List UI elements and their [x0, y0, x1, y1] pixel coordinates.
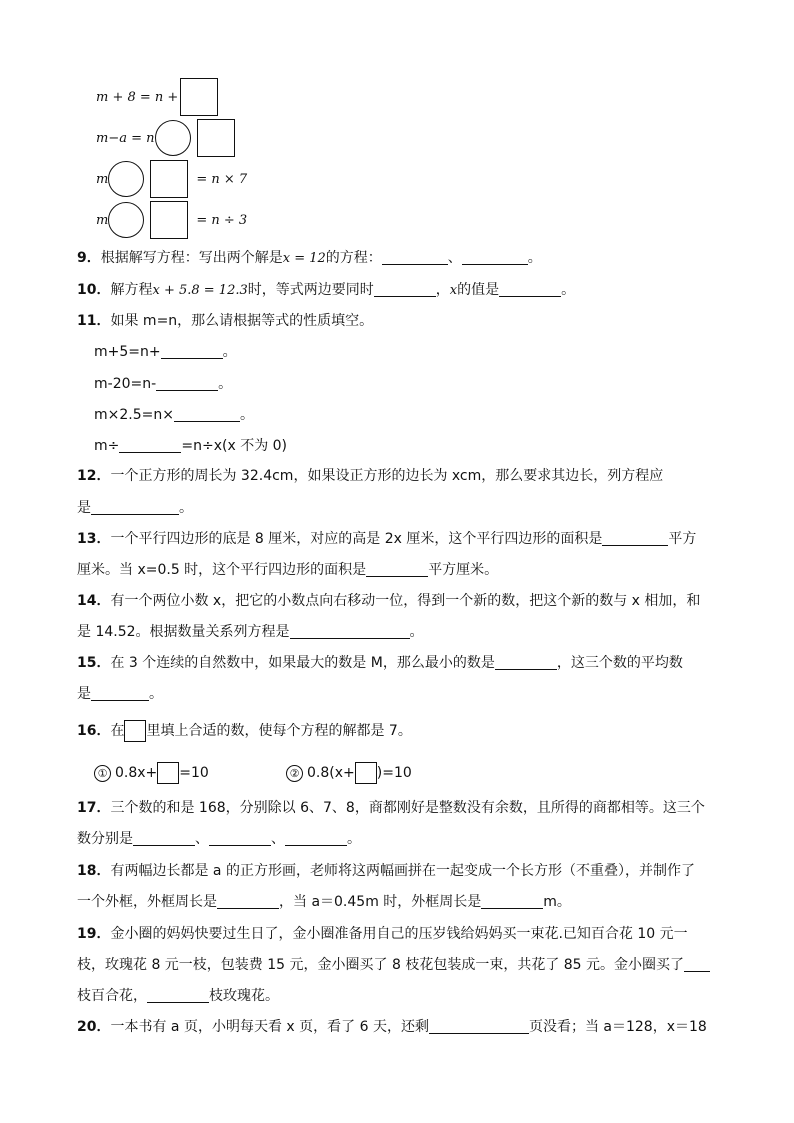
- question-15: [77, 653, 683, 673]
- answer-blank[interactable]: [499, 281, 561, 297]
- question-text: 一本书有 a 页，小明每天看 x 页，看了 6 天，还剩: [110, 1019, 429, 1035]
- answer-box[interactable]: [197, 119, 235, 157]
- question-19-line-3: [77, 986, 279, 1006]
- equation-text: =10: [179, 765, 209, 781]
- question-number: 14．: [77, 593, 111, 609]
- question-16: [77, 720, 412, 742]
- question-number: 11．: [77, 313, 111, 329]
- question-number: 12．: [77, 468, 111, 484]
- question-text: 一个平行四边形的底是 8 厘米，对应的高是 2x 厘米，这个平行四边形的面积是: [110, 531, 603, 547]
- question-17: [77, 798, 705, 818]
- question-text: 是: [77, 686, 91, 702]
- answer-box[interactable]: [150, 160, 188, 198]
- equation-text: m: [96, 171, 109, 187]
- q11-item-3: [94, 405, 254, 425]
- question-text: 一个外框，外框周长是: [77, 894, 217, 910]
- separator: ，: [435, 282, 450, 298]
- question-text: 的值是: [457, 282, 500, 298]
- circled-number: ①: [94, 765, 111, 782]
- q8-row-3: [94, 160, 249, 198]
- period: 。: [561, 282, 576, 298]
- question-text: 一个正方形的周长为 32.4cm，如果设正方形的边长为 xcm，那么要求其边长，列方程应: [110, 468, 664, 484]
- answer-blank[interactable]: [366, 561, 428, 577]
- answer-blank[interactable]: [209, 830, 271, 846]
- q16-equation-2: [286, 762, 412, 784]
- question-10: [77, 280, 575, 301]
- answer-blank[interactable]: [91, 685, 149, 701]
- question-text: 三个数的和是 168，分别除以 6、7、8，商都刚好是整数没有余数，且所得的商都相等。这三个: [110, 800, 705, 816]
- period: 。: [149, 686, 163, 702]
- answer-blank[interactable]: [481, 893, 543, 909]
- answer-blank[interactable]: [462, 249, 528, 265]
- answer-blank[interactable]: [147, 987, 209, 1003]
- question-text: ，这三个数的平均数: [556, 655, 683, 671]
- period: 。: [222, 344, 237, 360]
- question-text: 数分别是: [77, 831, 133, 847]
- answer-blank[interactable]: [684, 956, 710, 972]
- math-expression: x: [449, 283, 458, 298]
- question-text: 枝百合花，: [77, 988, 147, 1004]
- q11-item-1: [94, 342, 237, 362]
- question-text: 的方程：: [325, 250, 382, 266]
- answer-blank[interactable]: [382, 249, 448, 265]
- answer-blank[interactable]: [429, 1018, 529, 1034]
- question-text: 如果 m=n，那么请根据等式的性质填空。: [110, 313, 374, 329]
- answer-blank[interactable]: [133, 830, 195, 846]
- question-13-line-2: [77, 560, 498, 580]
- question-text: m。: [543, 894, 571, 910]
- question-text: ，当 a＝0.45m 时，外框周长是: [279, 894, 482, 910]
- answer-box[interactable]: [150, 201, 188, 239]
- q11-item-2: [94, 374, 232, 394]
- answer-box[interactable]: [355, 762, 377, 784]
- question-14-line-2: [77, 622, 424, 642]
- separator: 、: [195, 831, 209, 847]
- question-number: 19．: [77, 926, 111, 942]
- operator-circle[interactable]: [108, 202, 144, 238]
- question-text: 时，等式两边要同时: [247, 282, 374, 298]
- question-number: 10．: [77, 282, 111, 298]
- period: 。: [218, 376, 233, 392]
- separator: 、: [447, 250, 462, 266]
- operator-circle[interactable]: [108, 161, 144, 197]
- item-text: =n÷x(x 不为 0): [181, 438, 288, 454]
- answer-blank[interactable]: [156, 375, 218, 391]
- question-number: 17．: [77, 800, 111, 816]
- math-expression: x = 12: [282, 251, 326, 266]
- equation-text: = n ÷ 3: [196, 212, 248, 228]
- question-text: 是: [77, 500, 91, 516]
- question-number: 15．: [77, 655, 111, 671]
- answer-box: [124, 720, 146, 742]
- answer-blank[interactable]: [285, 830, 347, 846]
- period: 。: [239, 407, 254, 423]
- item-text: m-20=n-: [94, 376, 157, 392]
- equation-text: )=10: [376, 765, 412, 781]
- question-text: 在 3 个连续的自然数中，如果最大的数是 M，那么最小的数是: [110, 655, 495, 671]
- question-text: 有两幅边长都是 a 的正方形画，老师将这两幅画拼在一起变成一个长方形（不重叠），并制作了: [110, 863, 695, 879]
- question-9: [77, 248, 542, 269]
- question-text: 在: [110, 723, 125, 739]
- question-text: 有一个两位小数 x，把它的小数点向右移动一位，得到一个新的数，把这个新的数与 x 相加，和: [110, 593, 701, 609]
- question-13: [77, 529, 696, 549]
- answer-box[interactable]: [180, 78, 218, 116]
- question-14: [77, 591, 700, 611]
- question-text: 里填上合适的数，使每个方程的解都是 7。: [146, 723, 412, 739]
- q8-row-2: [94, 119, 235, 157]
- answer-blank[interactable]: [119, 437, 181, 453]
- equation-text: m: [96, 212, 109, 228]
- answer-blank[interactable]: [290, 623, 410, 639]
- question-12-line-2: [77, 498, 193, 518]
- question-text: 金小圈的妈妈快要过生日了，金小圈准备用自己的压岁钱给妈妈买一束花.已知百合花 10 元一: [110, 926, 688, 942]
- answer-blank[interactable]: [174, 406, 240, 422]
- answer-blank[interactable]: [374, 281, 436, 297]
- separator: 、: [271, 831, 285, 847]
- question-number: 20．: [77, 1019, 111, 1035]
- question-text: 枝玫瑰花。: [209, 988, 279, 1004]
- item-text: m÷: [94, 438, 120, 454]
- operator-circle[interactable]: [155, 120, 191, 156]
- question-19-line-2: [77, 955, 710, 975]
- question-text: 平方: [668, 531, 697, 547]
- question-15-line-2: [77, 684, 163, 704]
- item-text: m+5=n+: [94, 344, 161, 360]
- q8-row-1: [94, 78, 218, 116]
- question-text: 解方程: [110, 282, 153, 298]
- question-number: 18．: [77, 863, 111, 879]
- question-17-line-2: [77, 829, 361, 849]
- question-number: 9．: [77, 250, 101, 266]
- question-20: [77, 1017, 707, 1037]
- question-19: [77, 924, 688, 944]
- q11-item-4: [94, 436, 287, 456]
- period: 。: [179, 500, 193, 516]
- question-text: 枝，玫瑰花 8 元一枝，包装费 15 元，金小圈买了 8 枝花包装成一束，共花了 85 元。金小圈买了: [77, 957, 685, 973]
- equation-text: m + 8 = n +: [96, 89, 179, 105]
- equation-text: m−a = n: [96, 130, 155, 146]
- answer-blank[interactable]: [495, 654, 557, 670]
- question-11: [77, 311, 373, 331]
- q8-row-4: [94, 201, 249, 239]
- answer-blank[interactable]: [217, 893, 279, 909]
- equation-text: 0.8x+: [115, 765, 158, 781]
- question-number: 13．: [77, 531, 111, 547]
- circled-number: ②: [286, 765, 303, 782]
- question-text: 根据解写方程：写出两个解是: [100, 250, 283, 266]
- answer-box[interactable]: [157, 762, 179, 784]
- math-expression: x + 5.8 = 12.3: [152, 283, 248, 298]
- question-18: [77, 861, 695, 881]
- period: 。: [409, 624, 424, 640]
- question-18-line-2: [77, 892, 571, 912]
- question-text: 平方厘米。: [428, 562, 499, 578]
- question-text: 页没看；当 a＝128，x＝18: [528, 1019, 707, 1035]
- period: 。: [527, 250, 542, 266]
- question-number: 16．: [77, 723, 111, 739]
- equation-text: = n × 7: [196, 171, 248, 187]
- question-12: [77, 466, 663, 486]
- q16-equation-1: [94, 762, 209, 784]
- equation-text: 0.8(x+: [307, 765, 355, 781]
- question-text: 厘米。当 x=0.5 时，这个平行四边形的面积是: [77, 562, 367, 578]
- answer-blank[interactable]: [161, 343, 223, 359]
- period: 。: [347, 831, 361, 847]
- answer-blank[interactable]: [602, 530, 668, 546]
- answer-blank[interactable]: [91, 499, 179, 515]
- question-text: 是 14.52。根据数量关系列方程是: [77, 624, 290, 640]
- item-text: m×2.5=n×: [94, 407, 174, 423]
